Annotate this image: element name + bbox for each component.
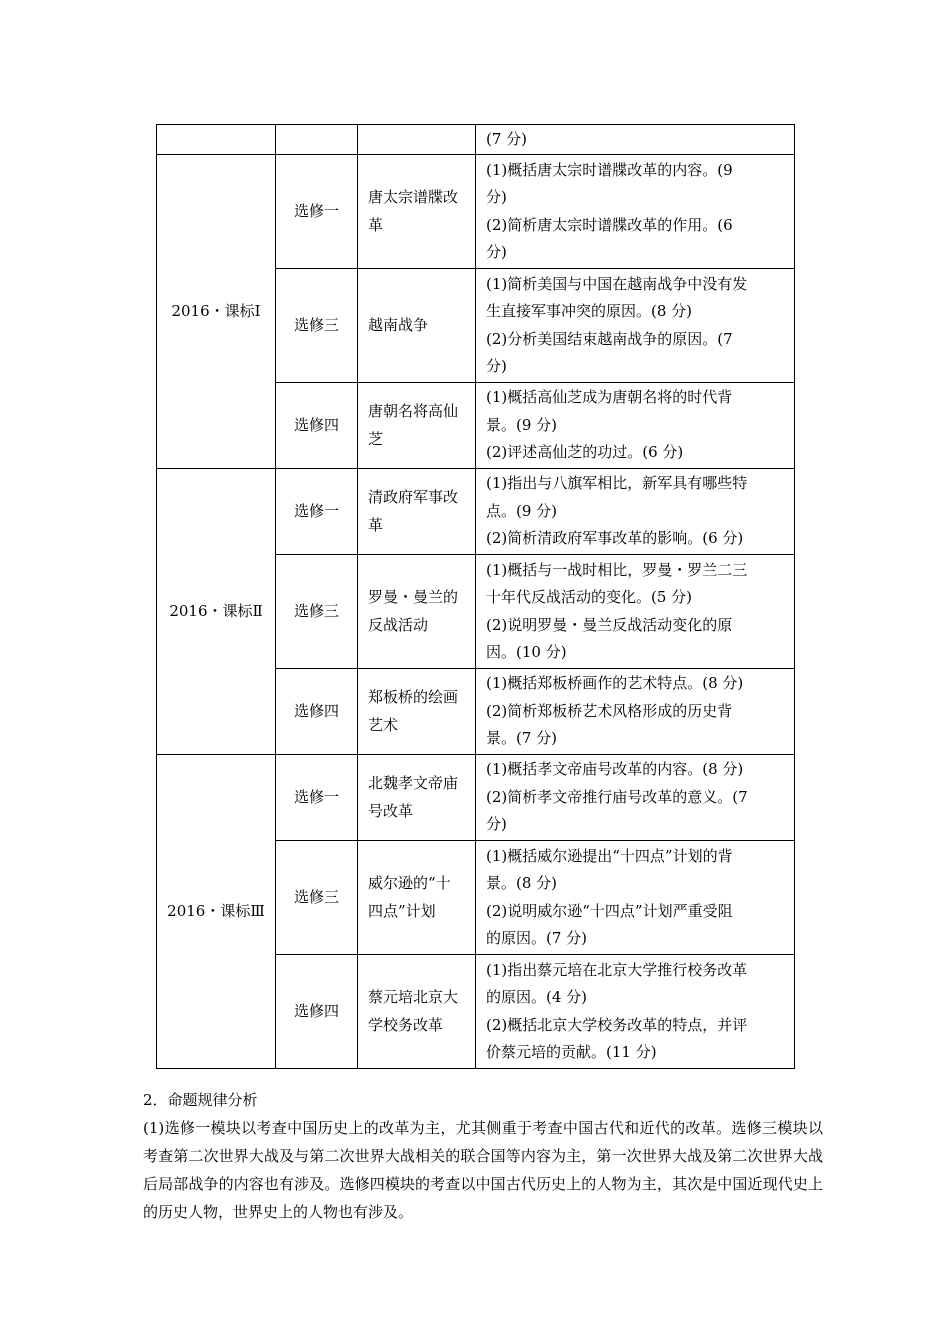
question-line: 十年代反战活动的变化。(5 分) xyxy=(486,588,693,606)
module-cell: 选修三 xyxy=(276,841,358,955)
question-line: (1)指出与八旗军相比，新军具有哪些特 xyxy=(486,474,748,493)
topic-cell xyxy=(358,755,476,841)
module-cell: 选修三 xyxy=(276,555,358,669)
question-line: (2)说明威尔逊“十四点”计划严重受阻 xyxy=(486,901,733,920)
topic-line: 罗曼・曼兰的 xyxy=(368,588,459,606)
topic-cell xyxy=(358,383,476,469)
question-line: 点。(9 分) xyxy=(486,501,558,520)
question-line: (2)简析孝文帝推行庙号改革的意义。(7 xyxy=(486,787,748,806)
question-cell xyxy=(476,555,795,669)
topic-line: 清政府军事改 xyxy=(368,488,459,506)
question-line: 景。(7 分) xyxy=(486,729,558,748)
topic-line: 唐朝名将高仙 xyxy=(368,402,459,420)
question-line: (2)概括北京大学校务改革的特点，并评 xyxy=(486,1015,748,1034)
topic-line: 号改革 xyxy=(368,801,414,820)
table-row xyxy=(157,755,795,841)
question-line: 的原因。(7 分) xyxy=(486,929,588,947)
question-line: (2)简析郑板桥艺术风格形成的历史背 xyxy=(486,701,733,720)
question-line: (1)指出蔡元培在北京大学推行校务改革 xyxy=(486,960,748,979)
module-cell: 选修四 xyxy=(276,383,358,469)
question-line: (1)概括孝文帝庙号改革的内容。(8 分) xyxy=(486,760,744,779)
topic-line: 越南战争 xyxy=(368,315,429,334)
question-cell xyxy=(476,125,795,155)
question-line: (2)分析美国结束越南战争的原因。(7 xyxy=(486,329,733,348)
topic-line: 蔡元培北京大 xyxy=(368,988,459,1006)
question-line: (2)简析清政府军事改革的影响。(6 分) xyxy=(486,529,744,548)
section-heading: 2．命题规律分析 xyxy=(143,1091,258,1109)
topic-line: 学校务改革 xyxy=(368,1015,444,1034)
module-cell: 选修四 xyxy=(276,669,358,755)
topic-line: 威尔逊的“十 xyxy=(368,874,451,892)
question-line: (1)概括威尔逊提出“十四点”计划的背 xyxy=(486,846,733,865)
question-line: 生直接军事冲突的原因。(8 分) xyxy=(486,302,693,320)
module-cell: 选修一 xyxy=(276,469,358,555)
topic-cell xyxy=(358,841,476,955)
exam-table xyxy=(156,124,795,1069)
topic-line: 艺术 xyxy=(368,715,399,734)
topic-cell xyxy=(358,669,476,755)
topic-line: 郑板桥的绘画 xyxy=(368,688,459,706)
question-line: (2)简析唐太宗时谱牒改革的作用。(6 xyxy=(486,215,733,234)
topic-line: 唐太宗谱牒改 xyxy=(368,188,459,206)
question-cell xyxy=(476,755,795,841)
question-line: (1)概括高仙芝成为唐朝名将的时代背 xyxy=(486,388,733,407)
exam-table-body xyxy=(157,125,795,1069)
question-cell xyxy=(476,155,795,269)
question-line: 分) xyxy=(486,357,507,375)
analysis-paragraph: (1)选修一模块以考查中国历史上的改革为主，尤其侧重于考查中国古代和近代的改革。选修三模块以考查第二次世界大战及与第二次世界大战相关的联合国等内容为主，第一次世界大战及第二次世界大战后局部战争的内容也有涉及。选修四模块的考查以中国古代历史上的人物为主，其次是中国近现代史上的历史人物，世界史上的人物也有涉及。 xyxy=(143,1119,823,1221)
question-line: 因。(10 分) xyxy=(486,643,567,661)
question-cell xyxy=(476,269,795,383)
question-line: 分) xyxy=(486,243,507,261)
question-line: (1)概括唐太宗时谱牒改革的内容。(9 xyxy=(486,160,733,179)
module-cell: 选修四 xyxy=(276,955,358,1069)
question-line: (1)简析美国与中国在越南战争中没有发 xyxy=(486,274,748,293)
table-row xyxy=(157,469,795,555)
question-line: 景。(8 分) xyxy=(486,874,558,892)
topic-cell xyxy=(358,955,476,1069)
question-cell xyxy=(476,955,795,1069)
year-cell: 2016・课标Ⅲ xyxy=(157,755,276,1069)
topic-line: 革 xyxy=(368,215,384,234)
year-cell: 2016・课标Ⅱ xyxy=(157,469,276,755)
question-line: 景。(9 分) xyxy=(486,415,558,434)
topic-line: 反战活动 xyxy=(368,615,429,634)
question-cell xyxy=(476,469,795,555)
analysis-section xyxy=(143,1086,823,1226)
question-line: 分) xyxy=(486,815,507,834)
topic-cell xyxy=(358,469,476,555)
question-cell xyxy=(476,383,795,469)
topic-cell xyxy=(358,155,476,269)
module-cell: 选修一 xyxy=(276,755,358,841)
module-cell-empty xyxy=(276,125,358,155)
question-cell xyxy=(476,841,795,955)
topic-line: 芝 xyxy=(368,429,384,448)
table-row xyxy=(157,155,795,269)
continuation-row xyxy=(157,125,795,155)
topic-line: 革 xyxy=(368,515,384,534)
question-line: (1)概括与一战时相比，罗曼・罗兰二三 xyxy=(486,560,748,579)
topic-cell xyxy=(358,269,476,383)
question-line: 价蔡元培的贡献。(11 分) xyxy=(486,1043,657,1061)
module-cell: 选修三 xyxy=(276,269,358,383)
year-cell: 2016・课标Ⅰ xyxy=(157,155,276,469)
question-line: 的原因。(4 分) xyxy=(486,988,588,1006)
question-line: (2)评述高仙芝的功过。(6 分) xyxy=(486,443,684,462)
question-line: 分) xyxy=(486,188,507,206)
question-line: (2)说明罗曼・曼兰反战活动变化的原 xyxy=(486,615,733,634)
topic-line: 北魏孝文帝庙 xyxy=(368,774,459,792)
module-cell: 选修一 xyxy=(276,155,358,269)
question-line: (1)概括郑板桥画作的艺术特点。(8 分) xyxy=(486,674,744,693)
year-cell-empty xyxy=(157,125,276,155)
topic-cell-empty xyxy=(358,125,476,155)
topic-line: 四点”计划 xyxy=(368,901,436,920)
question-text: (7 分) xyxy=(486,129,528,148)
topic-cell xyxy=(358,555,476,669)
question-cell xyxy=(476,669,795,755)
